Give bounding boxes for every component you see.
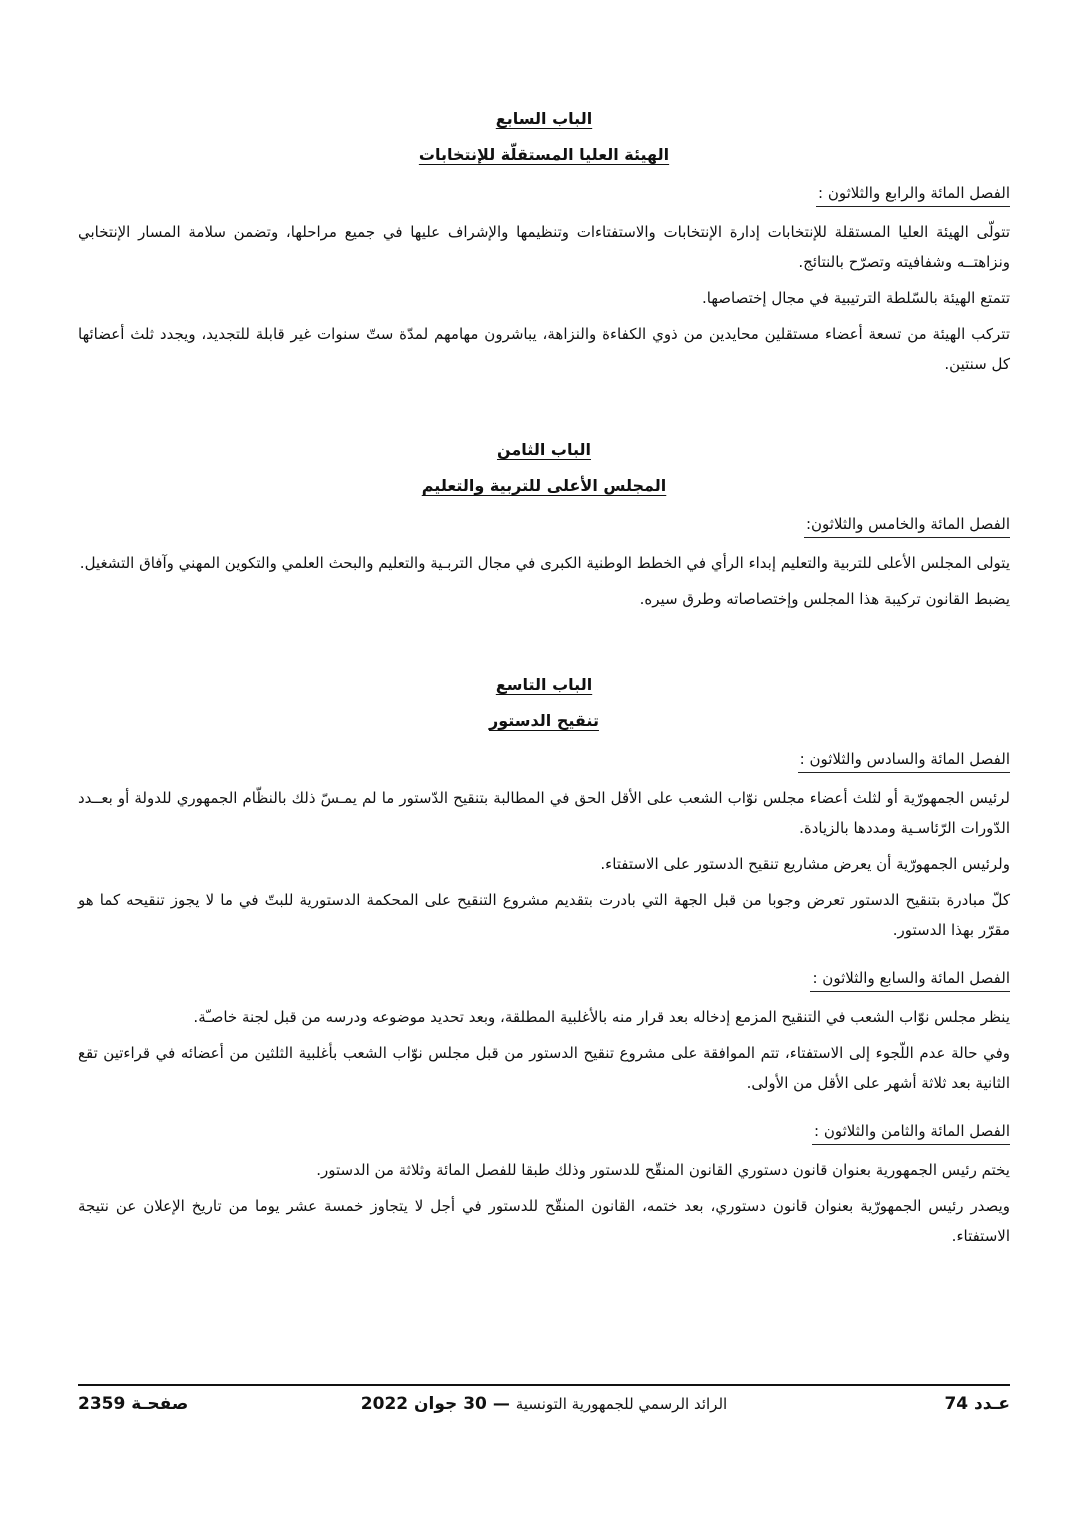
article-paragraph: وفي حالة عدم اللّجوء إلى الاستفتاء، تتم الموافقة على مشروع تنقيح الدستور من قبل مجلس نوّاب الشعب بأغلبية الثلثين من أعضائه في قراءتين تقع الثانية بعد ثلاثة أشهر على الأقل من الأولى. [78,1044,1010,1092]
issue-number: عـدد 74 [944,1394,1010,1414]
article-paragraph: ولرئيس الجمهورّية أن يعرض مشاريع تنقيح الدستور على الاستفتاء. [600,855,1010,873]
article-heading: الفصل المائة والسابع والثلاثون : [810,967,1010,992]
chapter-subtitle: الهيئة العليا المستقلّة للإنتخابات [418,145,670,164]
publication-info [361,1394,727,1414]
article-138 [78,1104,1010,1251]
publication-name: الرائد الرسمي للجمهورية التونسية [515,1395,728,1413]
chapter-7 [78,108,1010,379]
article-paragraph: تتولّى الهيئة العليا المستقلة للإنتخابات إدارة الإنتخابات والاستفتاءات وتنظيمها والإشراف عليها في جميع مراحلها، وتضمن سلامة المسار الإنتخابي ونزاهتــه وشفافيته وتصرّح بالنتائج. [78,223,1010,271]
publication-date: 30 جوان 2022 [360,1394,487,1414]
article-heading: الفصل المائة والخامس والثلاثون: [804,513,1010,538]
article-137 [78,951,1010,1098]
article-paragraph: يتولى المجلس الأعلى للتربية والتعليم إبداء الرأي في الخطط الوطنية الكبرى في مجال التربـية والتعليم والبحث العلمي والتكوين المهني وآفاق التشغيل. [79,554,1010,572]
document-body [78,108,1010,1257]
chapter-subtitle: تنقيح الدستور [489,711,599,730]
chapter-9 [78,674,1010,1251]
article-paragraph: يضبط القانون تركيبة هذا المجلس وإختصاصاته وطرق سيره. [639,590,1010,608]
chapter-title: الباب التاسع [495,675,593,694]
article-paragraph: تتمتع الهيئة بالسّلطة الترتيبية في مجال إختصاصها. [702,289,1010,307]
chapter-title: الباب السابع [495,109,593,128]
page-number: صفحـة 2359 [78,1394,189,1414]
article-135 [78,497,1010,614]
article-heading: الفصل المائة والسادس والثلاثون : [798,748,1010,773]
article-paragraph: تتركب الهيئة من تسعة أعضاء مستقلين محايدين من ذوي الكفاءة والنزاهة، يباشرون مهامهم لمدّة ستّ سنوات غير قابلة للتجديد، ويجدد ثلث أعضائها كل سنتين. [78,325,1010,373]
article-134 [78,166,1010,379]
chapter-8 [78,439,1010,614]
footer-divider [78,1384,1010,1386]
chapter-subtitle: المجلس الأعلى للتربية والتعليم [421,476,667,495]
page-footer [78,1394,1010,1424]
article-heading: الفصل المائة والثامن والثلاثون : [812,1120,1010,1145]
article-paragraph: كلّ مبادرة بتنقيح الدستور تعرض وجوبا من قبل الجهة التي بادرت بتقديم مشروع التنقيح على المحكمة الدستورية للبتّ في ما لا يجوز تنقيحه كما هو مقرّر بهذا الدستور. [78,891,1010,939]
article-136 [78,732,1010,945]
chapter-title: الباب الثامن [496,440,591,459]
article-paragraph: ينظر مجلس نوّاب الشعب في التنقيح المزمع إدخاله بعد قرار منه بالأغلبية المطلقة، وبعد تحديد موضوعه ودرسه من قبل لجنة خاصـّة. [193,1008,1010,1026]
article-paragraph: ويصدر رئيس الجمهورّية بعنوان قانون دستوري، بعد ختمه، القانون المنقّح للدستور في أجل لا يتجاوز خمسة عشر يوما من تاريخ الإعلان عن نتيجة الاستفتاء. [78,1197,1010,1245]
article-paragraph: يختم رئيس الجمهورية بعنوان قانون دستوري القانون المنقّح للدستور وذلك طبقا للفصل المائة وثلاثة من الدستور. [316,1161,1010,1179]
article-heading: الفصل المائة والرابع والثلاثون : [816,182,1010,207]
footer-separator: — [486,1394,516,1414]
article-paragraph: لرئيس الجمهورّية أو لثلث أعضاء مجلس نوّاب الشعب على الأقل الحق في المطالبة بتنقيح الدّستور ما لم يمـسّ ذلك بالنظّام الجمهوري للدولة أو بعــدد الدّورات الرّئاسـية ومددها بالزيادة. [78,789,1010,837]
